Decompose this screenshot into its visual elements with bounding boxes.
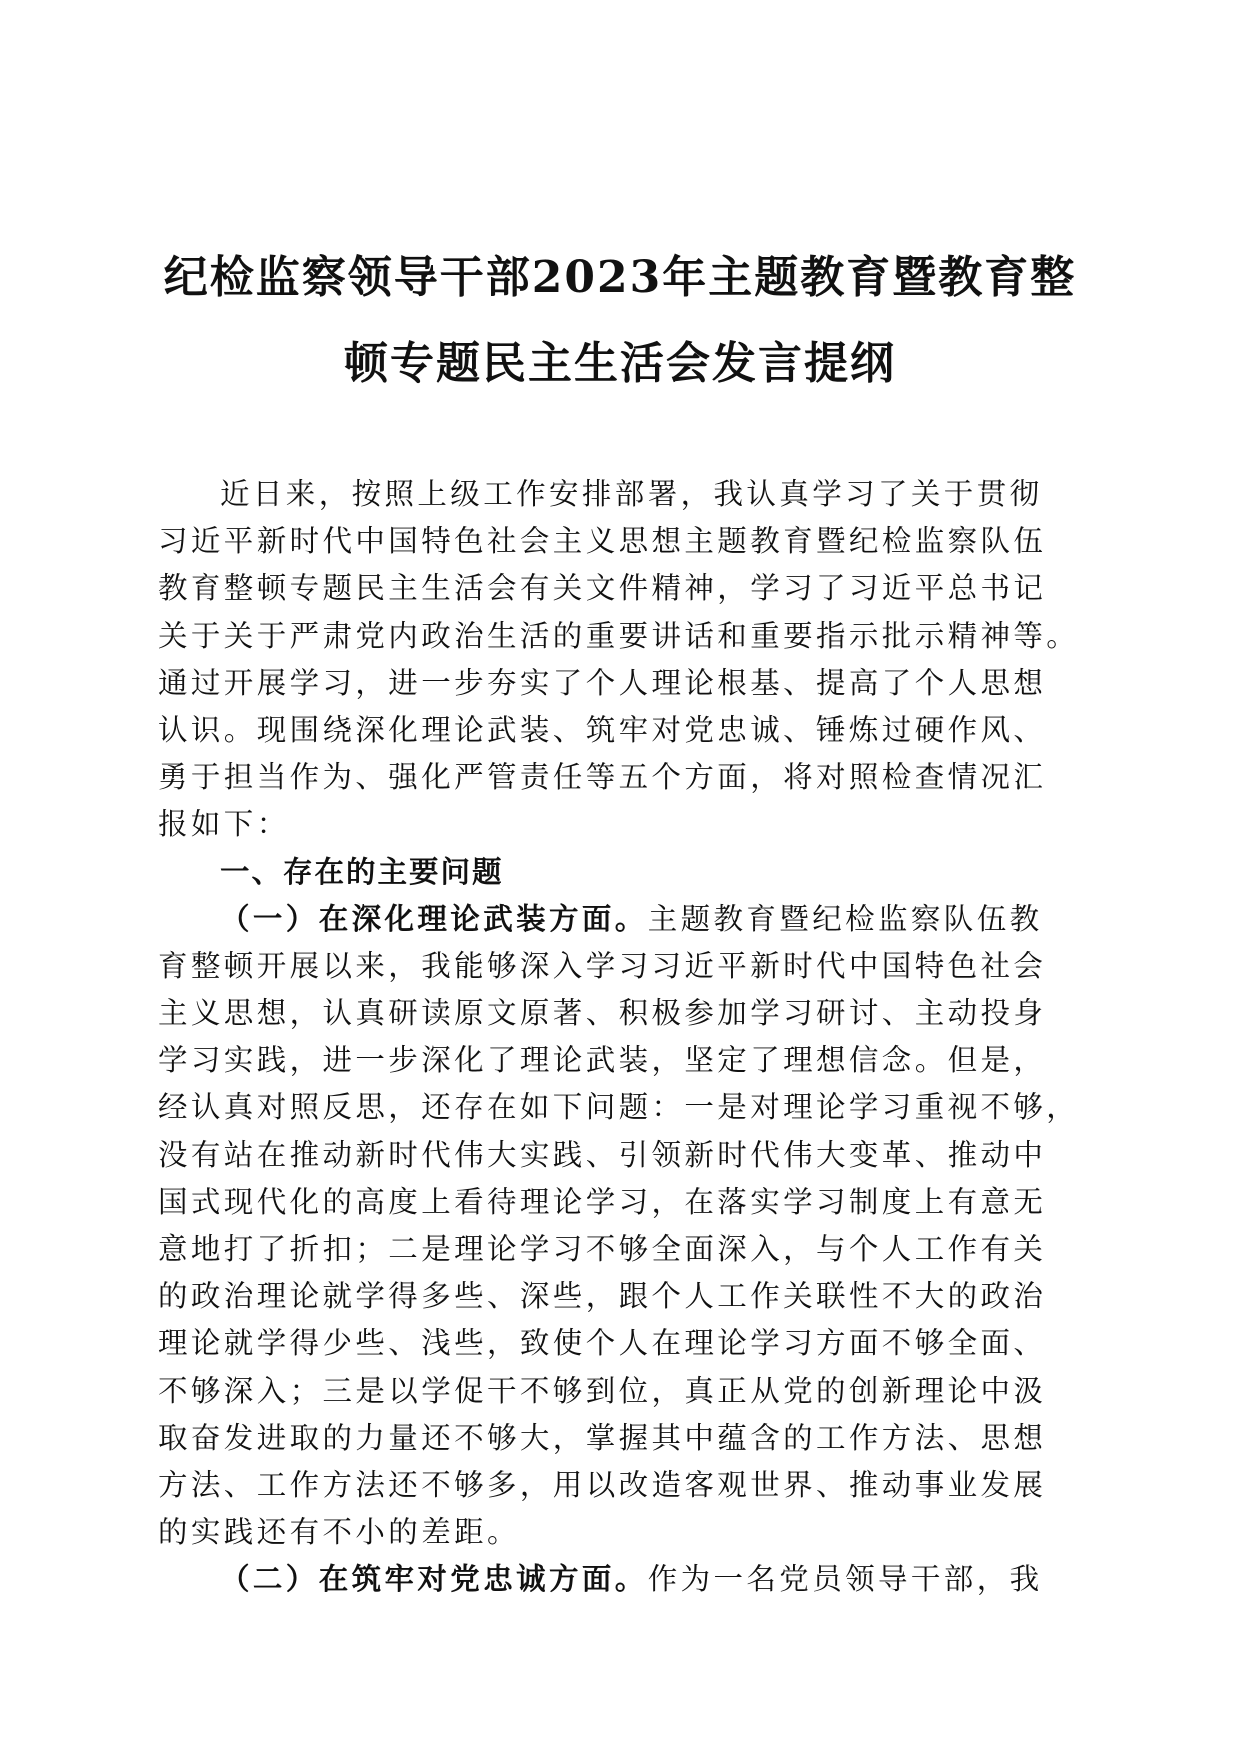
paragraph-line: 习近平新时代中国特色社会主义思想主题教育暨纪检监察队伍 (158, 524, 1047, 559)
paragraph-line: 勇于担当作为、强化严管责任等五个方面，将对照检查情况汇 (158, 760, 1047, 795)
subsection-heading: （一）在深化理论武装方面。 (220, 901, 648, 936)
paragraph-line: 没有站在推动新时代伟大实践、引领新时代伟大变革、推动中 (158, 1137, 1047, 1172)
paragraph-line: 关于关于严肃党内政治生活的重要讲话和重要指示批示精神等。 (158, 618, 1080, 653)
paragraph-line: 报如下： (158, 807, 290, 842)
subsection-first-line (158, 1556, 1093, 1603)
paragraph-line: 学习实践，进一步深化了理论武装，坚定了理想信念。但是， (158, 1043, 1047, 1078)
document-body (158, 471, 1093, 1604)
paragraph-line: 经认真对照反思，还存在如下问题：一是对理论学习重视不够， (158, 1090, 1080, 1125)
title-line-2: 顿专题民主生活会发言提纲 (344, 338, 896, 389)
subsection-text: 作为一名党员领导干部，我 (647, 1562, 1043, 1597)
paragraph-line: 国式现代化的高度上看待理论学习，在落实学习制度上有意无 (158, 1184, 1047, 1219)
paragraph-line: 通过开展学习，进一步夯实了个人理论根基、提高了个人思想 (158, 665, 1047, 700)
section-heading: 一、存在的主要问题 (220, 854, 504, 889)
paragraph-line: 方法、工作方法还不够多，用以改造客观世界、推动事业发展 (158, 1467, 1047, 1502)
paragraph-line: 的政治理论就学得多些、深些，跟个人工作关联性不大的政治 (158, 1279, 1047, 1314)
paragraph-line: 意地打了折扣；二是理论学习不够全面深入，与个人工作有关 (158, 1232, 1047, 1266)
paragraph-line: 的实践还有不小的差距。 (158, 1515, 520, 1550)
subsection-text: 主题教育暨纪检监察队伍教 (647, 901, 1043, 936)
document-title (130, 235, 1110, 407)
paragraph-line: 理论就学得少些、浅些，致使个人在理论学习方面不够全面、 (158, 1326, 1047, 1361)
paragraph-line: 主义思想，认真研读原文原著、积极参加学习研讨、主动投身 (158, 996, 1047, 1031)
paragraph-line: 教育整顿专题民主生活会有关文件精神，学习了习近平总书记 (158, 571, 1047, 606)
paragraph-line: 近日来，按照上级工作安排部署，我认真学习了关于贯彻 (220, 477, 1043, 511)
subsection-heading: （二）在筑牢对党忠诚方面。 (220, 1562, 648, 1597)
paragraph-line: 不够深入；三是以学促干不够到位，真正从党的创新理论中汲 (158, 1373, 1047, 1408)
subsection-first-line (158, 896, 1093, 943)
paragraph-line: 育整顿开展以来，我能够深入学习习近平新时代中国特色社会 (158, 948, 1047, 983)
paragraph-line: 取奋发进取的力量还不够大，掌握其中蕴含的工作方法、思想 (158, 1420, 1047, 1455)
title-line-1: 纪检监察领导干部2023年主题教育暨教育整 (163, 252, 1077, 303)
paragraph-line: 认识。现围绕深化理论武装、筑牢对党忠诚、锤炼过硬作风、 (158, 712, 1047, 747)
